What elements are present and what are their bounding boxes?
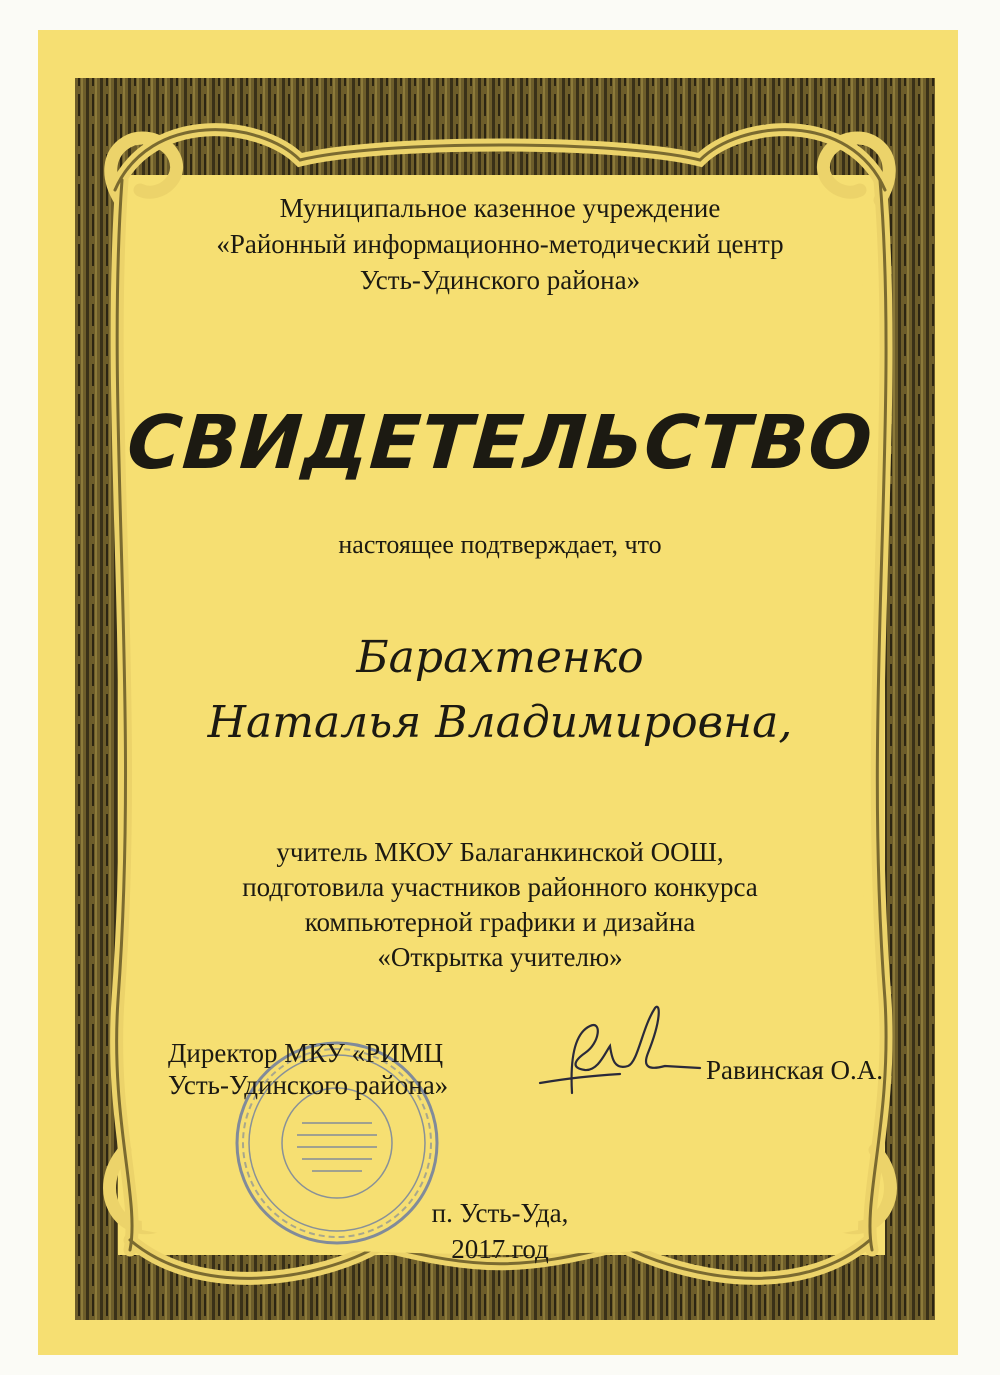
- description-line-1: учитель МКОУ Балаганкинской ООШ,: [276, 837, 724, 867]
- description-line-2: подготовила участников районного конкурса: [242, 872, 758, 902]
- recipient-surname: Барахтенко: [356, 632, 644, 683]
- director-signature: [530, 998, 710, 1098]
- organization-line-3: Усть-Удинского района»: [359, 265, 641, 295]
- signatory-position: [168, 1037, 508, 1101]
- confirms-text: настоящее подтверждает, что: [338, 530, 662, 559]
- certificate-title: СВИДЕТЕЛЬСТВО: [124, 400, 876, 486]
- place-and-date: [0, 1195, 1000, 1267]
- signatory-position-line-1: Директор МКУ «РИМЦ: [168, 1038, 444, 1068]
- recipient-given-names: Наталья Владимировна,: [207, 697, 793, 748]
- place: п. Усть-Уда,: [431, 1198, 569, 1228]
- description-line-3: компьютерной графики и дизайна: [304, 907, 696, 937]
- achievement-description: [0, 835, 1000, 975]
- signatory-position-line-2: Усть-Удинского района»: [168, 1070, 449, 1100]
- organization-line-1: Муниципальное казенное учреждение: [279, 193, 721, 223]
- organization-line-2: «Районный информационно-методический центр: [216, 229, 784, 259]
- description-line-4: «Открытка учителю»: [377, 942, 623, 972]
- year: 2017 год: [451, 1234, 549, 1264]
- signatory-name: Равинская О.А.: [706, 1055, 883, 1085]
- organization-name: [0, 190, 1000, 298]
